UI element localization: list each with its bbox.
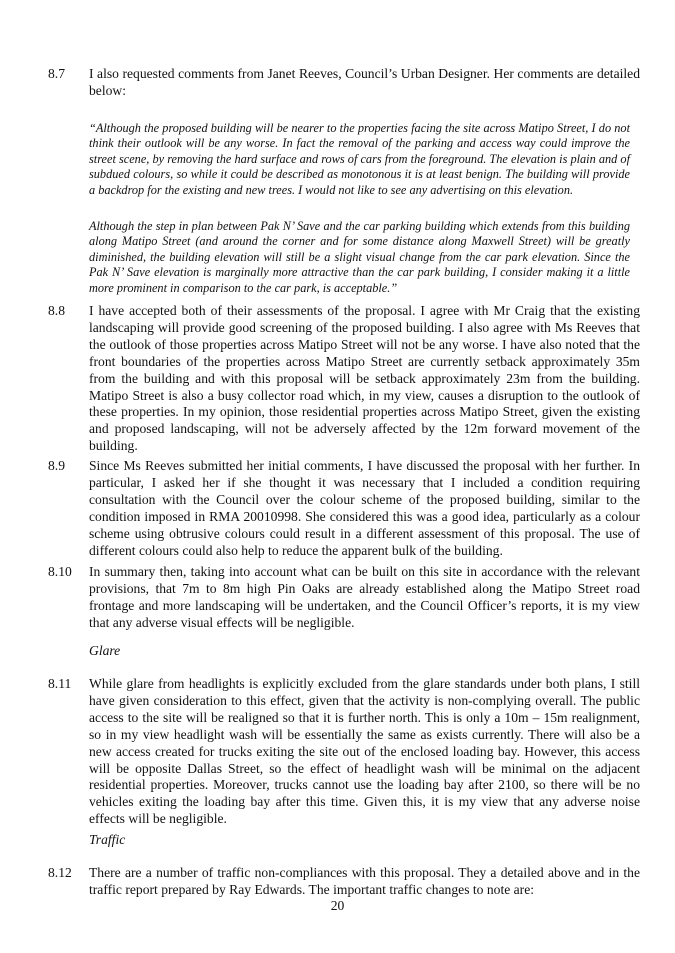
paragraph-number: 8.10	[48, 564, 72, 579]
paragraph-number: 8.12	[48, 865, 72, 880]
section-heading-glare: Glare	[89, 643, 121, 658]
paragraph-text: Since Ms Reeves submitted her initial comments, I have discussed the proposal with her further. In particular, I asked her if she thought it was necessary that I included a condition requiring consultation with the Council over the colour scheme of the proposed building, similar to the condition imposed in RMA 20010998. She considered this was a good idea, particularly as a colour scheme using obtrusive colours could result in a different assessment of this proposal. The use of different colours could also help to reduce the apparent bulk of the building.	[89, 458, 640, 558]
paragraph-8-7	[48, 66, 640, 100]
paragraph-number: 8.9	[48, 458, 65, 473]
paragraph-8-10	[48, 564, 640, 632]
paragraph-8-8	[48, 303, 640, 455]
paragraph-text: I have accepted both of their assessments of the proposal. I agree with Mr Craig that the existing landscaping will provide good screening of the proposed building. I also agree with Ms Reeves that the outlook of those properties across Matipo Street will not be any worse. I have also noted that the front boundaries of the properties across Matipo Street are currently setback approximately 35m from the building and with this proposal will be setback approximately 23m from the building. Matipo Street is also a busy collector road which, in my view, causes a disruption to the outlook of these properties. In my opinion, those residential properties across Matipo Street, given the existing and proposed landscaping, will not be adversely affected by the 12m forward movement of the building.	[89, 303, 640, 454]
paragraph-8-11	[48, 676, 640, 828]
quote-urban-designer-1: “Although the proposed building will be nearer to the properties facing the site across Matipo Street, I do not think their outlook will be any worse. In fact the removal of the parking and access way could improve the street scene, by removing the hard surface and rows of cars from the foreground. The elevation is plain and of subdued colours, so while it could be described as monotonous it is at least benign. The building will provide a backdrop for the existing and new trees. I would not like to see any advertising on this elevation.	[89, 121, 630, 197]
paragraph-text: In summary then, taking into account what can be built on this site in accordance with the relevant provisions, that 7m to 8m high Pin Oaks are already established along the Matipo Street road frontage and more landscaping will be undertaken, and the Council Officer’s reports, it is my view that any adverse visual effects will be negligible.	[89, 564, 640, 630]
paragraph-number: 8.11	[48, 676, 72, 691]
paragraph-text: I also requested comments from Janet Reeves, Council’s Urban Designer. Her comments are detailed below:	[89, 66, 640, 98]
paragraph-text: There are a number of traffic non-compliances with this proposal. They a detailed above and in the traffic report prepared by Ray Edwards. The important traffic changes to note are:	[89, 865, 640, 897]
quote-urban-designer-2: Although the step in plan between Pak N’ Save and the car parking building which extends from this building along Matipo Street (and around the corner and for some distance along Maxwell Street) will be greatly diminished, the building elevation will still be a slight visual change from the car park elevation. Since the Pak N’ Save elevation is marginally more attractive than the car park building, I consider making it a little more prominent in comparison to the car park, is acceptable.”	[89, 219, 630, 295]
page-number: 20	[330, 898, 345, 913]
paragraph-8-12	[48, 865, 640, 899]
paragraph-8-9	[48, 458, 640, 559]
paragraph-text: While glare from headlights is explicitly excluded from the glare standards under both plans, I still have given consideration to this effect, given that the activity is non-complying overall. The public access to the site will be realigned so that it is further north. This is only a 10m – 15m realignment, so in my view headlight wash will be essentially the same as exists currently. There will also be a new access created for trucks exiting the site out of the enclosed loading bay. However, this access will be opposite Dallas Street, so the effect of headlight wash will be minimal on the adjacent residential properties. Moreover, trucks cannot use the loading bay after 2100, so there will be no vehicles exiting the loading bay after this time. Given this, it is my view that any adverse noise effects will be negligible.	[89, 676, 640, 827]
paragraph-number: 8.8	[48, 303, 65, 318]
paragraph-number: 8.7	[48, 66, 65, 81]
section-heading-traffic: Traffic	[89, 832, 126, 847]
